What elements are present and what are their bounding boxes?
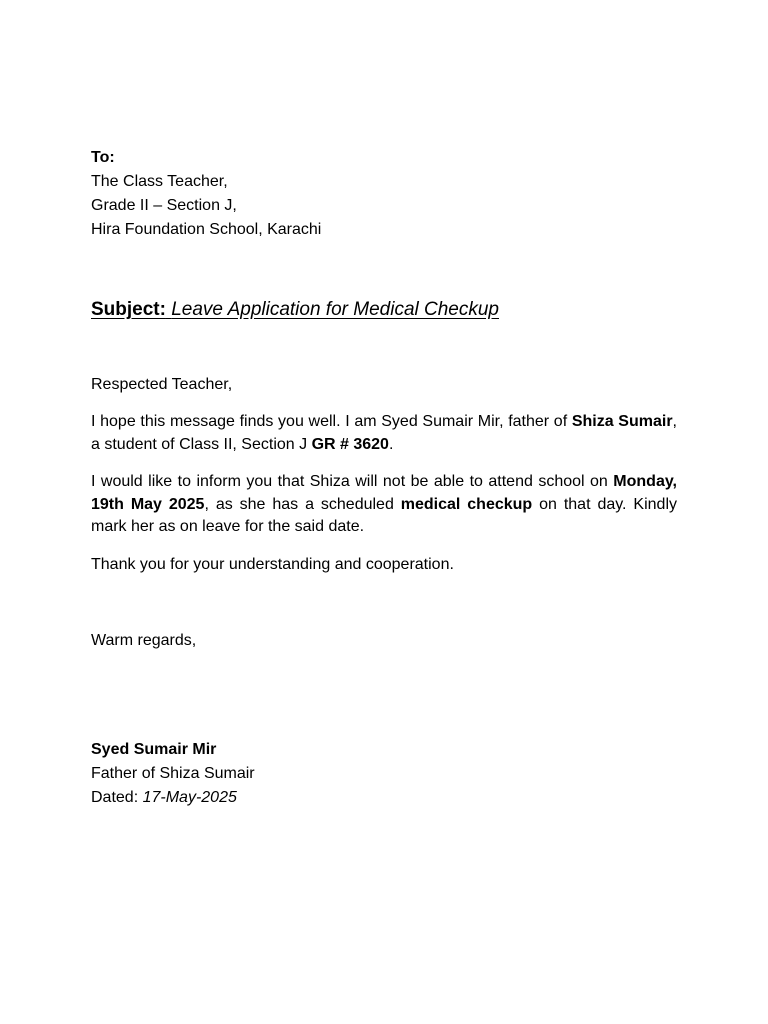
dated-label: Dated: bbox=[91, 789, 143, 806]
recipient-line-school: Hira Foundation School, Karachi bbox=[91, 221, 322, 238]
paragraph2-text-2: , as she has a scheduled bbox=[204, 495, 401, 513]
subject-label: Subject: bbox=[91, 299, 166, 320]
recipient-line-grade: Grade II – Section J, bbox=[91, 197, 237, 214]
paragraph1-text-3: . bbox=[388, 435, 394, 453]
signature-name: Syed Sumair Mir bbox=[91, 741, 217, 758]
paragraph1-text-2: , a student of Class II, Section J bbox=[91, 413, 677, 453]
leave-date: Monday, 19th May 2025 bbox=[91, 473, 677, 513]
signature-date bbox=[91, 786, 237, 810]
paragraph-introduction bbox=[91, 411, 677, 456]
student-name: Shiza Sumair bbox=[571, 413, 673, 430]
gr-number: GR # 3620 bbox=[311, 435, 389, 453]
paragraph2-text-1: I would like to inform you that Shiza will not be able to attend school on bbox=[91, 473, 614, 490]
salutation: Respected Teacher, bbox=[91, 376, 233, 393]
paragraph-thanks: Thank you for your understanding and cooperation. bbox=[91, 556, 454, 573]
dated-value: 17-May-2025 bbox=[142, 789, 237, 806]
closing: Warm regards, bbox=[91, 632, 197, 649]
paragraph2-text-3: on that day. Kindly mark her as on leave for the said date. bbox=[91, 495, 678, 535]
leave-reason: medical checkup bbox=[400, 495, 533, 513]
to-heading: To: bbox=[91, 149, 115, 166]
paragraph-leave-details bbox=[91, 471, 677, 539]
signature-relation: Father of Shiza Sumair bbox=[91, 765, 255, 782]
subject-text: Leave Application for Medical Checkup bbox=[171, 299, 499, 320]
paragraph1-text-1: I hope this message finds you well. I am Syed Sumair Mir, father of bbox=[91, 413, 572, 430]
recipient-line-title: The Class Teacher, bbox=[91, 173, 228, 190]
subject-line bbox=[91, 297, 499, 323]
